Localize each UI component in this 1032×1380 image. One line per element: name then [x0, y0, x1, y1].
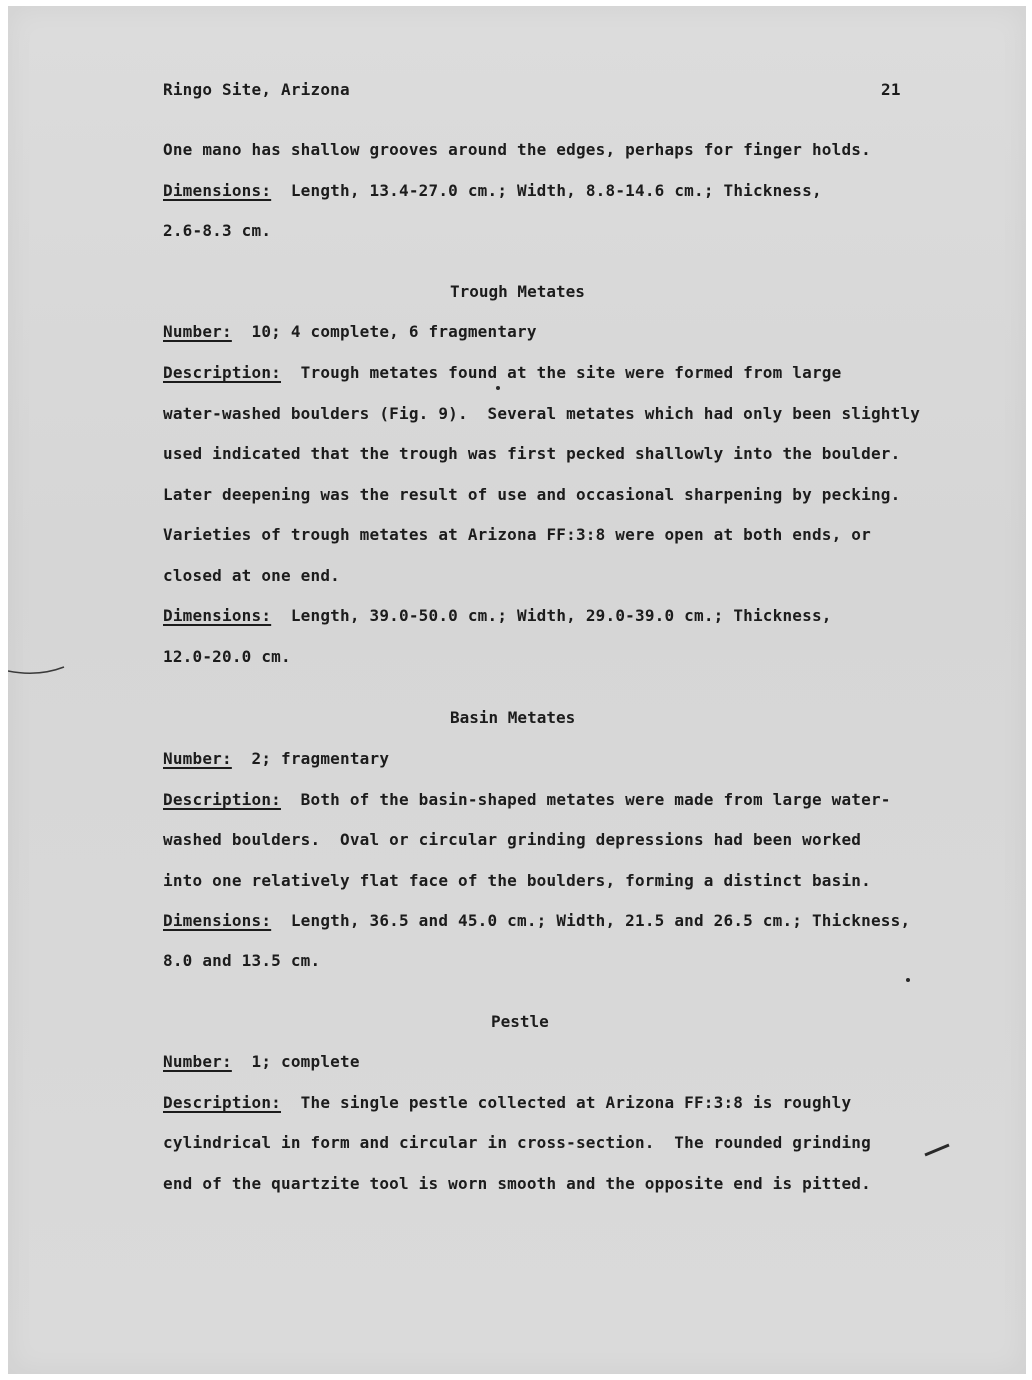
paragraph-line: 8.0 and 13.5 cm.: [163, 951, 321, 970]
dimensions-label: Dimensions:: [163, 911, 272, 930]
paragraph-line: used indicated that the trough was first pecked shallowly into the boulder.: [163, 444, 901, 463]
scan-speck: [906, 978, 910, 982]
dimensions-line: [163, 911, 910, 931]
number-line: [163, 322, 537, 342]
number-text: 10; 4 complete, 6 fragmentary: [231, 322, 537, 341]
description-label: Description:: [163, 1093, 281, 1112]
scan-mark-tick: [923, 1141, 953, 1161]
description-line: [163, 1093, 851, 1113]
paragraph-line: cylindrical in form and circular in cross-section. The rounded grinding: [163, 1133, 871, 1152]
paragraph-line: closed at one end.: [163, 566, 340, 585]
description-line: [163, 363, 841, 383]
paragraph-line: water-washed boulders (Fig. 9). Several metates which had only been slightly: [163, 404, 921, 423]
running-title: Ringo Site, Arizona: [163, 80, 350, 99]
paragraph-line: Later deepening was the result of use and occasional sharpening by pecking.: [163, 485, 901, 504]
paragraph-line: end of the quartzite tool is worn smooth and the opposite end is pitted.: [163, 1174, 871, 1193]
number-text: 2; fragmentary: [231, 749, 390, 768]
document-page: [8, 6, 1026, 1374]
section-heading-trough-metates: Trough Metates: [450, 282, 585, 301]
number-label: Number:: [163, 1052, 232, 1071]
description-label: Description:: [163, 790, 281, 809]
description-text: The single pestle collected at Arizona FF:3:8 is roughly: [281, 1093, 852, 1112]
section-heading-basin-metates: Basin Metates: [450, 708, 576, 727]
number-text: 1; complete: [231, 1052, 360, 1071]
description-text: Both of the basin-shaped metates were made from large water-: [281, 790, 891, 809]
dimensions-text: Length, 36.5 and 45.0 cm.; Width, 21.5 and 26.5 cm.; Thickness,: [271, 911, 911, 930]
number-label: Number:: [163, 749, 232, 768]
dimensions-label: Dimensions:: [163, 606, 272, 625]
paragraph-line: washed boulders. Oval or circular grinding depressions had been worked: [163, 830, 862, 849]
description-text: Trough metates found at the site were formed from large: [281, 363, 842, 382]
number-line: [163, 1052, 360, 1072]
scan-mark-curve: [8, 661, 68, 681]
paragraph-line: Varieties of trough metates at Arizona FF:3:8 were open at both ends, or: [163, 525, 871, 544]
dimensions-line: [163, 181, 822, 201]
scan-speck: [496, 386, 500, 390]
dimensions-label: Dimensions:: [163, 181, 272, 200]
paragraph-line: 2.6-8.3 cm.: [163, 221, 272, 240]
section-heading-pestle: Pestle: [491, 1012, 549, 1031]
dimensions-text: Length, 39.0-50.0 cm.; Width, 29.0-39.0 cm.; Thickness,: [271, 606, 832, 625]
paragraph-line: 12.0-20.0 cm.: [163, 647, 291, 666]
number-line: [163, 749, 389, 769]
paragraph-line: into one relatively flat face of the boulders, forming a distinct basin.: [163, 871, 871, 890]
dimensions-line: [163, 606, 832, 626]
number-label: Number:: [163, 322, 232, 341]
dimensions-text: Length, 13.4-27.0 cm.; Width, 8.8-14.6 cm.; Thickness,: [271, 181, 822, 200]
description-label: Description:: [163, 363, 281, 382]
paragraph-line: One mano has shallow grooves around the edges, perhaps for finger holds.: [163, 140, 871, 159]
description-line: [163, 790, 891, 810]
page-number: 21: [881, 80, 901, 99]
